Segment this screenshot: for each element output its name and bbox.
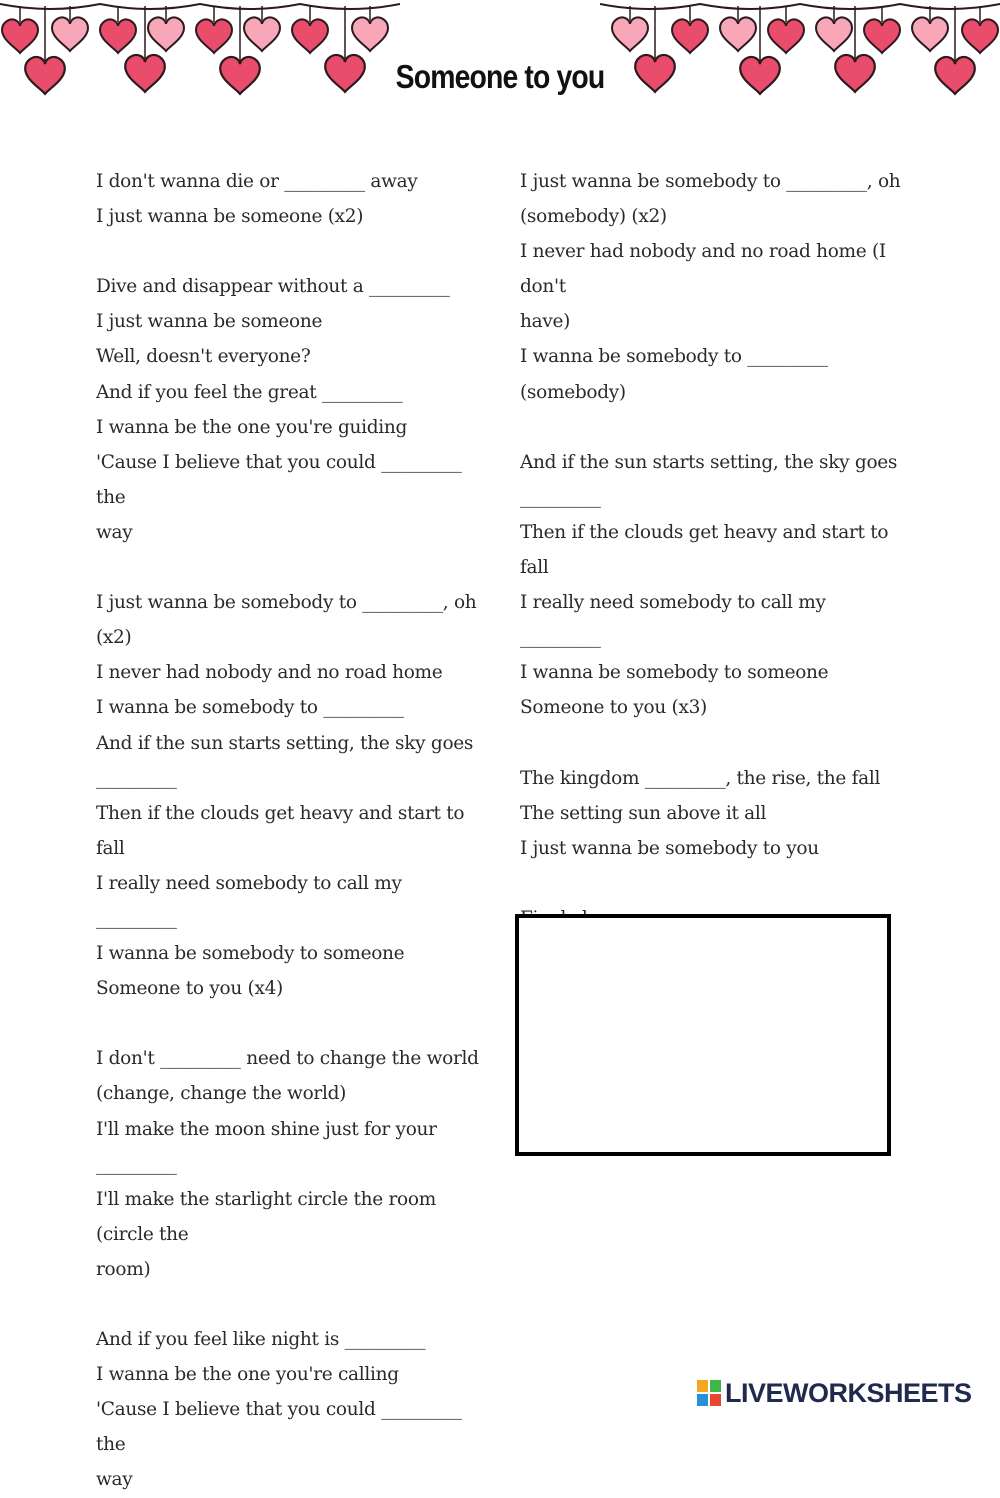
stanza-gap xyxy=(520,410,905,445)
heart-icon xyxy=(612,17,648,51)
lyric-line-with-blank[interactable]: I really need somebody to call my _________ xyxy=(520,592,832,649)
heart-icon xyxy=(912,17,948,51)
stanza-gap xyxy=(520,726,905,761)
lyric-line: I wanna be somebody to someone xyxy=(520,662,829,684)
liveworksheets-logo-text: LIVEWORKSHEETS xyxy=(725,1377,972,1408)
heart-icon xyxy=(352,17,388,51)
garland-string xyxy=(600,4,1000,9)
heart-icon xyxy=(935,57,975,94)
lyric-line-with-blank[interactable]: And if you feel like night is _________ xyxy=(96,1329,426,1351)
lyric-line-with-blank[interactable]: 'Cause I believe that you could _________ the xyxy=(96,451,468,508)
lyric-line: Someone to you (x3) xyxy=(520,697,707,719)
lyric-line: Well, doesn't everyone? xyxy=(96,346,311,368)
lyric-line-with-blank[interactable]: And if you feel the great _________ xyxy=(96,381,403,403)
lyric-line: (somebody) xyxy=(520,381,626,403)
heart-icon xyxy=(52,17,88,51)
heart-icon xyxy=(196,19,232,53)
lyric-line: Someone to you (x4) xyxy=(96,978,283,1000)
lyrics-column-right xyxy=(520,164,905,936)
lyric-line: I just wanna be someone xyxy=(96,311,323,333)
lyric-line: Then if the clouds get heavy and start to fall xyxy=(520,521,894,579)
heart-icon xyxy=(244,17,280,51)
lyric-line: The setting sun above it all xyxy=(520,802,767,824)
lyric-line: And if the sun starts setting, the sky goes xyxy=(96,732,474,754)
lyric-line: (x2) xyxy=(96,627,132,649)
heart-icon xyxy=(962,19,998,53)
lyric-line: I'll make the moon shine just for your xyxy=(96,1118,437,1140)
answer-box[interactable] xyxy=(515,914,891,1156)
lyric-line-with-blank[interactable]: I wanna be somebody to _________ xyxy=(520,346,828,368)
lyric-line-with-blank[interactable]: I just wanna be somebody to _________, oh xyxy=(96,592,477,614)
lyric-line: way xyxy=(96,521,133,543)
lyric-line: I just wanna be somebody to you xyxy=(520,837,819,859)
lyric-line: (change, change the world) xyxy=(96,1083,347,1105)
lyric-line: have) xyxy=(520,311,571,333)
lyric-line: I wanna be the one you're calling xyxy=(96,1364,399,1386)
liveworksheets-logo[interactable] xyxy=(697,1376,972,1410)
heart-icon xyxy=(292,19,328,53)
stanza-gap xyxy=(96,1287,486,1322)
lyric-line-with-blank[interactable]: I really need somebody to call my _________ xyxy=(96,872,408,929)
lyric-line: And if the sun starts setting, the sky goes xyxy=(520,451,898,473)
lyric-line: Then if the clouds get heavy and start to fall xyxy=(96,802,470,859)
lyric-line: I just wanna be someone (x2) xyxy=(96,206,364,228)
lyric-line: I wanna be somebody to someone xyxy=(96,943,405,965)
heart-icon xyxy=(672,19,708,53)
lyric-line-with-blank[interactable]: I don't wanna die or _________ away xyxy=(96,171,418,192)
heart-icon xyxy=(816,17,852,51)
heart-icon xyxy=(148,17,184,51)
page-title: Someone to you xyxy=(395,58,605,95)
lyric-line: I wanna be the one you're guiding xyxy=(96,416,408,438)
lyric-line: way xyxy=(96,1469,133,1491)
stanza-gap xyxy=(96,1006,486,1041)
lyrics-column-left xyxy=(96,164,486,1498)
lyric-line-with-blank[interactable]: I wanna be somebody to _________ xyxy=(96,697,404,719)
heart-icon xyxy=(864,19,900,53)
heart-icon xyxy=(2,19,38,53)
garland-string xyxy=(0,4,400,9)
heart-icon xyxy=(25,57,65,94)
liveworksheets-logo-icon xyxy=(697,1380,721,1406)
lyric-line-with-blank[interactable]: Dive and disappear without a _________ xyxy=(96,276,450,298)
lyric-line-with-blank[interactable]: 'Cause I believe that you could _________ the xyxy=(96,1399,468,1456)
lyric-line-with-blank[interactable]: I just wanna be somebody to _________, oh xyxy=(520,171,901,192)
heart-icon xyxy=(768,19,804,53)
lyric-line-with-blank[interactable]: I don't _________ need to change the world xyxy=(96,1048,479,1070)
heart-icon xyxy=(720,17,756,51)
stanza-gap xyxy=(96,550,486,585)
stanza-gap xyxy=(96,234,486,269)
lyric-line: I never had nobody and no road home (I don't xyxy=(520,241,892,298)
lyric-line: (somebody) (x2) xyxy=(520,206,667,228)
lyric-line: room) xyxy=(96,1258,151,1280)
lyric-line: I'll make the starlight circle the room (circle the xyxy=(96,1188,442,1245)
stanza-gap xyxy=(520,866,905,901)
lyric-line-with-blank[interactable]: _________ xyxy=(520,486,601,508)
lyric-line: I never had nobody and no road home xyxy=(96,662,443,684)
lyric-line-with-blank[interactable]: _________ xyxy=(96,767,177,789)
heart-icon xyxy=(100,19,136,53)
lyric-line-with-blank[interactable]: _________ xyxy=(96,1153,177,1175)
lyric-line-with-blank[interactable]: The kingdom _________, the rise, the fall xyxy=(520,767,881,789)
